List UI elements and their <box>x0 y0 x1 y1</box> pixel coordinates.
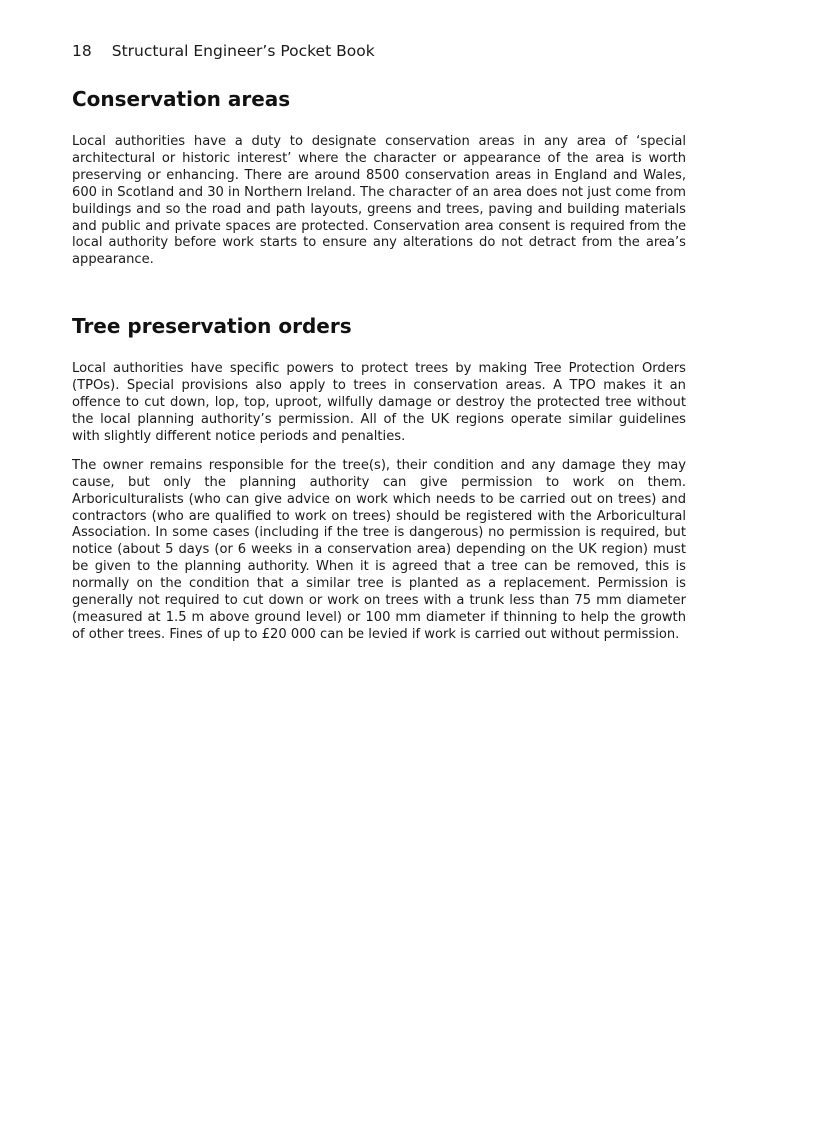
section-heading-tree-preservation-orders: Tree preservation orders <box>72 314 352 339</box>
paragraph: The owner remains responsible for the tree(s), their condition and any damage they may cause, but only the planning authority can give permission to work on them. Arboriculturalists (who can give advice on work which needs to be carried out on trees) and contractors (who are qualified to work on trees) should be registered with the Arboricultural Association. In some cases (including if the tree is dangerous) no permission is required, but notice (about 5 days (or 6 weeks in a conservation area) depending on the UK region) must be given to the planning authority. When it is agreed that a tree can be removed, this is normally on the condition that a similar tree is planted as a replacement. Permission is generally not required to cut down or work on trees with a trunk less than 75 mm diameter (measured at 1.5 m above ground level) or 100 mm diameter if thinning to help the growth of other trees. Fines of up to £20 000 can be levied if work is carried out without permission. <box>72 457 686 642</box>
paragraph: Local authorities have a duty to designate conservation areas in any area of ‘special architectural or historic interest’ where the character or appearance of the area is worth preserving or enhancing. There are around 8500 conservation areas in England and Wales, 600 in Scotland and 30 in Northern Ireland. The character of an area does not just come from buildings and so the road and path layouts, greens and trees, paving and building materials and public and private spaces are protected. Conservation area consent is required from the local authority before work starts to ensure any alterations do not detract from the area’s appearance. <box>72 134 686 268</box>
book-title: Structural Engineer’s Pocket Book <box>111 42 375 60</box>
page-number: 18 <box>72 42 92 60</box>
running-head <box>72 40 686 62</box>
section-heading-conservation-areas: Conservation areas <box>72 87 291 111</box>
section-body-tree-preservation-orders <box>72 361 686 644</box>
section-body-conservation-areas <box>72 134 686 269</box>
paragraph: Local authorities have specific powers to protect trees by making Tree Protection Orders (TPOs). Special provisions also apply to trees in conservation areas. A TPO makes it an offence to cut down, lop, top, uproot, wilfully damage or destroy the protected tree without the local planning authority’s permission. All of the UK regions operate similar guidelines with slightly different notice periods and penalties. <box>72 361 686 444</box>
book-page <box>72 40 686 656</box>
